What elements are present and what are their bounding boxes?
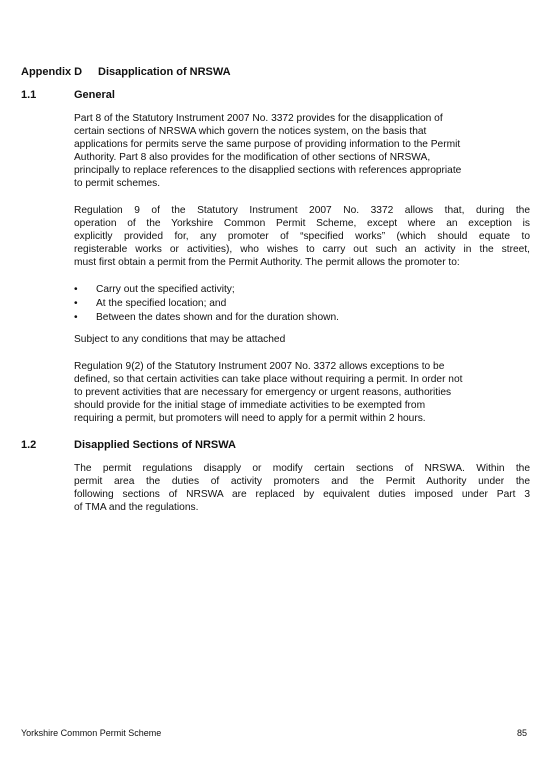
- paragraph-regulation-9-2: [74, 360, 530, 425]
- text-line: to permit schemes.: [74, 178, 161, 189]
- text-line: The permit regulations disapply or modify certain sections of NRSWA. Within the: [74, 463, 530, 474]
- text-line: Regulation 9 of the Statutory Instrument 2007 No. 3372 allows that, during the: [74, 205, 530, 216]
- text-line: certain sections of NRSWA which govern the notices system, on the basis that: [74, 126, 427, 137]
- text-line: defined, so that certain activities can take place without requiring a permit. In order not: [74, 374, 463, 385]
- paragraph-disapplied-sections: [74, 462, 530, 514]
- bullet-icon: •: [74, 284, 78, 295]
- section-heading-1-2: [21, 439, 236, 451]
- appendix-label: Appendix D: [21, 66, 83, 78]
- text-line: explicitly provided for, any promoter of “specified works” (which should equate to: [74, 231, 530, 242]
- text-line: permit area the duties of activity promoters and the Permit Authority under the: [74, 476, 530, 487]
- section-number: 1.1: [21, 89, 37, 101]
- footer-title: Yorkshire Common Permit Scheme: [21, 728, 162, 738]
- appendix-heading: [21, 66, 231, 78]
- page-number: 85: [516, 728, 527, 738]
- text-line: Regulation 9(2) of the Statutory Instrument 2007 No. 3372 allows exceptions to be: [74, 361, 445, 372]
- text-line: applications for permits serve the same purpose of providing information to the Permit: [74, 139, 461, 150]
- section-title: Disapplied Sections of NRSWA: [74, 439, 236, 451]
- list-item-text: At the specified location; and: [96, 298, 227, 309]
- text-line: following sections of NRSWA are replaced by equivalent duties imposed under Part 3: [74, 489, 530, 500]
- paragraph-regulation-9: [74, 204, 530, 269]
- text-line: Part 8 of the Statutory Instrument 2007 No. 3372 provides for the disapplication of: [74, 113, 443, 124]
- section-title: General: [74, 89, 115, 101]
- text-line: of TMA and the regulations.: [74, 502, 199, 513]
- paragraph-part8: [74, 112, 530, 190]
- list-item: [74, 283, 530, 297]
- bullet-icon: •: [74, 312, 78, 323]
- text-line: Authority. Part 8 also provides for the modification of other sections of NRSWA,: [74, 152, 431, 163]
- section-heading-1-1: [21, 89, 115, 101]
- text-line: requiring a permit, but promoters will need to apply for a permit within 2 hours.: [74, 413, 426, 424]
- text-line: should provide for the initial stage of immediate activities to be exempted from: [74, 400, 426, 411]
- section-number: 1.2: [21, 439, 37, 451]
- permit-bullet-list: [74, 283, 530, 325]
- list-item-text: Carry out the specified activity;: [96, 284, 235, 295]
- list-item: [74, 311, 530, 325]
- bullet-icon: •: [74, 298, 78, 309]
- list-item-text: Between the dates shown and for the duration shown.: [96, 312, 339, 323]
- list-item: [74, 297, 530, 311]
- appendix-title: Disapplication of NRSWA: [98, 66, 231, 78]
- text-line: registerable works or activities), who wishes to carry out such an activity in the street,: [74, 244, 530, 255]
- paragraph-conditions: [74, 333, 530, 346]
- text-line: Subject to any conditions that may be attached: [74, 334, 286, 345]
- text-line: to prevent activities that are necessary for emergency or urgent reasons, authorities: [74, 387, 452, 398]
- text-line: must first obtain a permit from the Permit Authority. The permit allows the promoter to:: [74, 257, 460, 268]
- text-line: operation of the Yorkshire Common Permit Scheme, except where an exception is: [74, 218, 530, 229]
- text-line: principally to replace references to the disapplied sections with references appropriate: [74, 165, 462, 176]
